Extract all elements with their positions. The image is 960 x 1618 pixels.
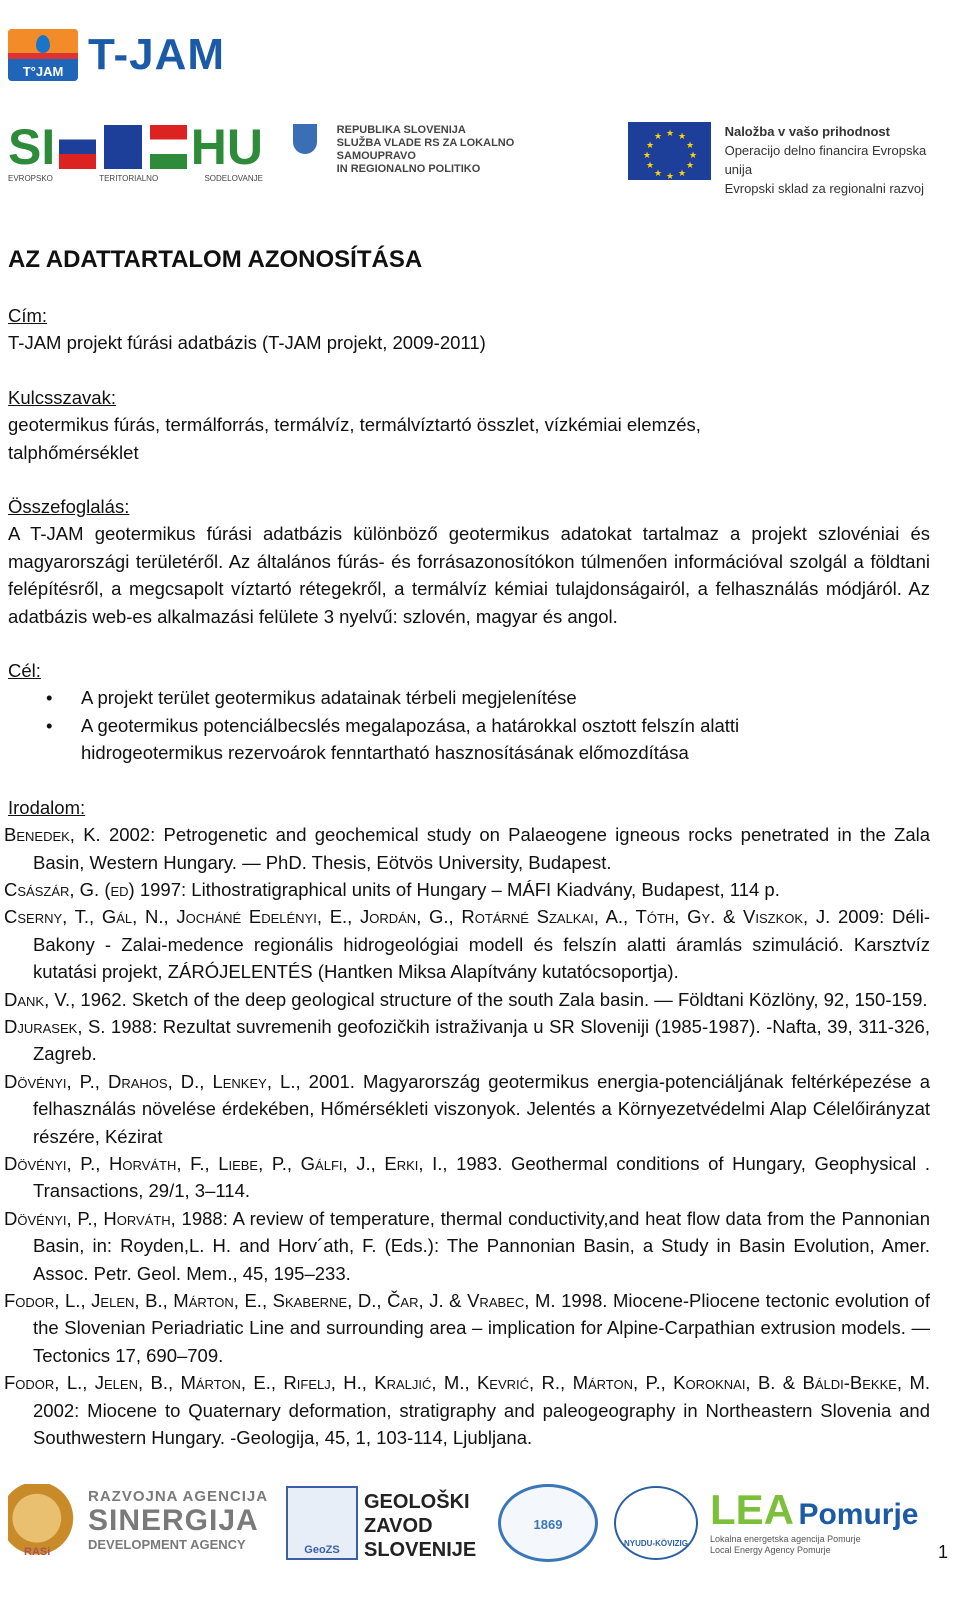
eu-fund-logo [628, 122, 948, 196]
reference-item: Dank, V., 1962. Sketch of the deep geological structure of the south Zala basin. — Földtani Közlöny, 92, 150-159. [4, 988, 928, 1010]
lea-sub: Lokalna energetska agencija Pomurje [710, 1534, 861, 1544]
lea-sub: Local Energy Agency Pomurje [710, 1545, 831, 1555]
reference-item: Dövényi, P., Horváth, 1988: A review of temperature, thermal conductivity,and heat flow data from the Pannonian Basin, in: Royden,L. H. and Horv´ath, F. (Eds.): The Pannonian Basin, a Study in Basin Evolution, Amer. Assoc. Petr. Geol. Mem., 45, 195–233. [4, 1207, 930, 1284]
sihu-caption: SODELOVANJE [204, 174, 263, 183]
geozs-text: GeoZS [304, 1544, 340, 1556]
slovenia-flag-icon [59, 125, 96, 169]
reference-item: Fodor, L., Jelen, B., Márton, E., Rifelj, H., Kraljić, M., Kevrić, R., Márton, P., Koroknai, B. & Báldi-Bekke, M. 2002: Miocene to Quaternary deformation, stratigraphy and paleogeography in Northeastern Slovenia and Southwestern Hungary. -Geologija, 45, 1, 103-114, Ljubljana. [4, 1372, 930, 1449]
sihu-caption: TERITORIALNO [99, 174, 159, 183]
reference-item: Császár, G. (ed) 1997: Lithostratigraphical units of Hungary – MÁFI Kiadvány, Budapest, 114 p. [4, 878, 780, 900]
page-title: AZ ADATTARTALOM AZONOSÍTÁSA [8, 246, 423, 273]
cim-label: Cím: [8, 305, 48, 326]
geo-line: SLOVENIJE [364, 1539, 477, 1561]
sinergija-line: SINERGIJA [88, 1504, 259, 1537]
hungary-flag-icon [150, 125, 187, 169]
tjam-logo [8, 26, 238, 84]
reference-item: Fodor, L., Jelen, B., Márton, E., Skaberne, D., Čar, J. & Vrabec, M. 1998. Miocene-Pliocene tectonic evolution of the Slovenian Periadriatic Line and surrounding area – implication for Alpine-Carpathian extrusion models. — Tectonics 17, 690–709. [4, 1290, 930, 1366]
summary-label: Összefoglalás: [8, 496, 130, 518]
goal-list [8, 684, 930, 766]
republika-line: REPUBLIKA SLOVENIJA [336, 124, 466, 136]
footer-logos [8, 1484, 948, 1564]
sinergija-logo [88, 1488, 278, 1558]
reference-item: Dövényi, P., Drahos, D., Lenkey, L., 2001. Magyarország geotermikus energia-potenciáljának feltérképezése a felhasználás növelése érdekében, Hőmérsékleti viszonyok. Jelentés a Környezetvédelmi Alap Célelőirányzat részére, Kézirat [4, 1070, 930, 1147]
geological-institute-seal-icon [498, 1484, 598, 1562]
hu-text: HU [190, 119, 263, 175]
geozs-logo-icon [286, 1486, 358, 1560]
si-hu-logo [8, 119, 263, 184]
sihu-caption: EVROPSKO [8, 174, 53, 183]
slovenia-crest-icon [293, 124, 317, 154]
nyudu-kovizig-logo-icon [614, 1486, 698, 1560]
goal-item: • A projekt terület geotermikus adatainak térbeli megjelenítése [8, 684, 930, 711]
lea-pomurje-logo [710, 1486, 920, 1562]
eu-line: Evropski sklad za regionalni razvoj [724, 181, 925, 196]
references-label: Irodalom: [8, 796, 86, 818]
keywords-value: geotermikus fúrás, termálforrás, termálvíz, termálvíztartó összlet, vízkémiai elemzés, talphőmérséklet [8, 414, 701, 463]
geo-line: GEOLOŠKI [364, 1491, 470, 1513]
nyudu-text: NYUDU-KÖVIZIG [624, 1539, 688, 1548]
reference-item: Djurasek, S. 1988: Rezultat suvremenih geofozičkih istraživanja u SR Sloveniji (1985-1987). -Nafta, 39, 311-326, Zagreb. [4, 1015, 930, 1065]
reference-item: Cserny, T., Gál, N., Jocháné Edelényi, E., Jordán, G., Rotárné Szalkai, A., Tóth, Gy. & Viszkok, J. 2009: Déli-Bakony - Zalai-medence regionális hidrogeológiai modell és felszín alatti áramlás szimuláció. Karsztvíz kutatási projekt, ZÁRÓJELENTÉS (Hantken Miksa Alapítvány kutatócsoportja). [4, 906, 931, 983]
si-text: SI [8, 119, 56, 175]
republika-line: IN REGIONALNO POLITIKO [336, 163, 481, 175]
keywords-label: Kulcsszavak: [8, 386, 116, 408]
geoloski-zavod-text [364, 1490, 476, 1562]
republika-slovenija-logo [293, 124, 593, 174]
rasi-logo-icon [8, 1484, 80, 1560]
eu-line: Naložba v vašo prihodnost [724, 124, 890, 139]
cim-value: T-JAM projekt fúrási adatbázis (T-JAM projekt, 2009-2011) [8, 332, 486, 354]
lea-text: LEA [710, 1486, 794, 1533]
tjam-badge-icon [8, 29, 78, 81]
goal-label: Cél: [8, 660, 41, 682]
eu-stars-icon [104, 125, 141, 169]
mfgi-year: 1869 [533, 1517, 563, 1532]
document-body [4, 244, 931, 1451]
republika-line: SLUŽBA VLADE RS ZA LOKALNO SAMOUPRAVO [336, 137, 515, 162]
reference-item: Benedek, K. 2002: Petrogenetic and geochemical study on Palaeogene igneous rocks penetrated in the Zala Basin, Western Hungary. — PhD. Thesis, Eötvös University, Budapest. [4, 824, 931, 873]
tjam-badge-text: T°JAM [22, 64, 64, 79]
geo-line: ZAVOD [364, 1515, 433, 1537]
pomurje-text: Pomurje [798, 1498, 919, 1531]
references-list [4, 821, 930, 1451]
goal-item: • A geotermikus potenciálbecslés megalapozása, a határokkal osztott felszín alatti hidrogeotermikus rezervoárok fenntartható hasznosításának előmozdítása [8, 712, 930, 767]
tjam-wordmark: T-JAM [88, 30, 225, 79]
rasi-text: RASi [24, 1546, 51, 1558]
sinergija-line: RAZVOJNA AGENCIJA [88, 1488, 269, 1505]
summary-text: A T-JAM geotermikus fúrási adatbázis különböző geotermikus adatokat tartalmaz a projekt szlovéniai és magyarországi területéről. Az általános fúrás- és forrásazonosítókon túlmenően információval szolgál a földtani felépítésről, a megcsapolt víztartó rétegekről, a termálvíz kémiai tulajdonságairól, a felhasználás módjáról. Az adatbázis web-es alkalmazási felülete 3 nyelvű: szlovén, magyar és angol. [8, 523, 930, 627]
eu-flag-icon: ★ ★ ★ ★ ★ ★ ★ ★ ★ ★ ★ ★ [628, 122, 711, 180]
sinergija-line: DEVELOPMENT AGENCY [88, 1537, 246, 1552]
eu-line: Operacijo delno financira Evropska unija [724, 143, 927, 177]
reference-item: Dövényi, P., Horváth, F., Liebe, P., Gálfi, J., Erki, I., 1983. Geothermal conditions of Hungary, Geophysical . Transactions, 29/1, 3–114. [4, 1152, 930, 1202]
page-number: 1 [937, 1542, 948, 1562]
